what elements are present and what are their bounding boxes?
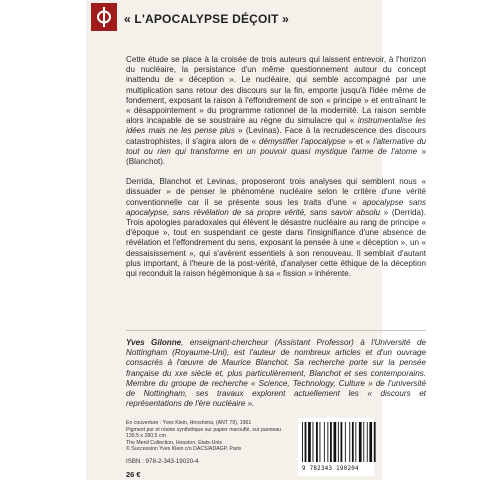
author-name: Yves Gilonne xyxy=(126,338,182,347)
cover-credits xyxy=(126,420,286,453)
barcode-bar xyxy=(355,422,356,462)
book-title: « L'APOCALYPSE DÉÇOIT » xyxy=(124,12,290,26)
price: 26 € xyxy=(126,470,141,479)
barcode-digits: 9 782343 190204 xyxy=(302,466,359,472)
barcode-bar xyxy=(367,422,368,462)
barcode-bar xyxy=(349,422,350,462)
barcode-bar xyxy=(324,422,325,462)
credit-line: The Menil Collection, Houston, États-Unis xyxy=(126,439,223,446)
publisher-logo xyxy=(91,3,117,31)
barcode-bar xyxy=(320,422,321,462)
blurb-paragraph-1: Cette étude se place à la croisée de trois auteurs qui laissent entrevoir, à l'horizon du nucléaire, la persistance d'un même questionnement autour du concept inattendu de « déception ». Le nucléaire, qui semble accompagné par une multiplication sans retour des discours sur la fin, emporte jusqu'à l'idée même de fondement, exposant la raison à l'effondrement de son « principe » et entraînant le « désappointement » du programme rationnel de la modernité. La raison semble alors incapable de se soustraire au règne du simulacre qui « instrumentalise les idées mais ne les pense plus » (Levinas). Face à la recrudescence des discours catastrophistes, il s'agira alors de « démystifier l'apocalypse » et « l'alternative du tout ou rien qui transforme en un pouvoir quasi mystique l'arme de l'atome » (Blanchot). xyxy=(126,55,426,167)
credit-line: Pigment pur et résine synthétique sur papier marouflé, sur panneau xyxy=(126,426,282,433)
credit-line: 139,5 x 280,5 cm xyxy=(126,433,166,440)
credit-line: © Succession Yves Klein c/o DACS/ADAGP, Paris xyxy=(126,446,242,453)
barcode-bar xyxy=(352,422,354,462)
blurb xyxy=(126,55,426,289)
barcode-bar xyxy=(341,422,343,462)
back-cover xyxy=(86,0,427,480)
barcode-bar xyxy=(305,422,307,462)
barcode-bar xyxy=(374,422,376,462)
barcode-bar xyxy=(345,422,346,462)
barcode-bar xyxy=(338,422,339,462)
barcode-bar xyxy=(308,422,311,462)
isbn: ISBN : 978-2-343-19020-4 xyxy=(126,458,199,465)
phi-logo-icon xyxy=(91,3,117,31)
barcode-bar xyxy=(334,422,337,462)
barcode-bar xyxy=(327,422,328,462)
barcode-bar xyxy=(302,422,303,462)
blurb-paragraph-2: Derrida, Blanchot et Levinas, proposeront trois analyses qui semblent nous « dissuader » de penser le phénomène nucléaire selon le critère d'une vérité conventionnelle car il se présente sous les traits d'une « apocalypse sans apocalypse, sans révélation de sa propre vérité, sans savoir absolu » (Derrida). Trois apologies paradoxales qui élèvent le désastre nucléaire au rang de principe « d'époque », tout en suspendant ce geste dans l'insignifiance d'une absence de révélation et l'effondrement du sens, exposant la pensée à une « déception », un « dessaisissement », qui s'avèrent essentiels à son renouveau. Il semblait d'autant plus important, à l'heure de la post-vérité, d'analyser cette éthique de la déception qui reconduit la raison hégémonique à sa « fission » inhérente. xyxy=(126,177,427,279)
barcode-bar xyxy=(316,422,318,462)
barcode-bar xyxy=(313,422,314,462)
credit-line: En couverture : Yves Klein, Hiroshima, (ANT 79), 1961 xyxy=(126,420,252,426)
author-bio: Yves Gilonne, enseignant-chercheur (Assistant Professor) à l'Université de Nottingham (Royaume-Uni), est l'auteur de nombreux articles et d'un ouvrage consacrés à l'œuvre de Maurice Blanchot. Sa recherche porte sur la pensée française du xxe siècle et, plus particulièrement, Blanchot et ses contemporains. Membre du groupe de recherche « Science, Technology, Culture » de l'université de Nottingham, ses travaux explorent actuellement les « discours et représentations de l'ère nucléaire ». xyxy=(126,338,426,409)
barcode-bar xyxy=(330,422,332,462)
barcode-bar xyxy=(363,422,364,462)
divider xyxy=(126,330,426,331)
barcode-icon xyxy=(298,418,374,464)
barcode-bar xyxy=(369,422,372,462)
barcode-bar xyxy=(359,422,362,462)
